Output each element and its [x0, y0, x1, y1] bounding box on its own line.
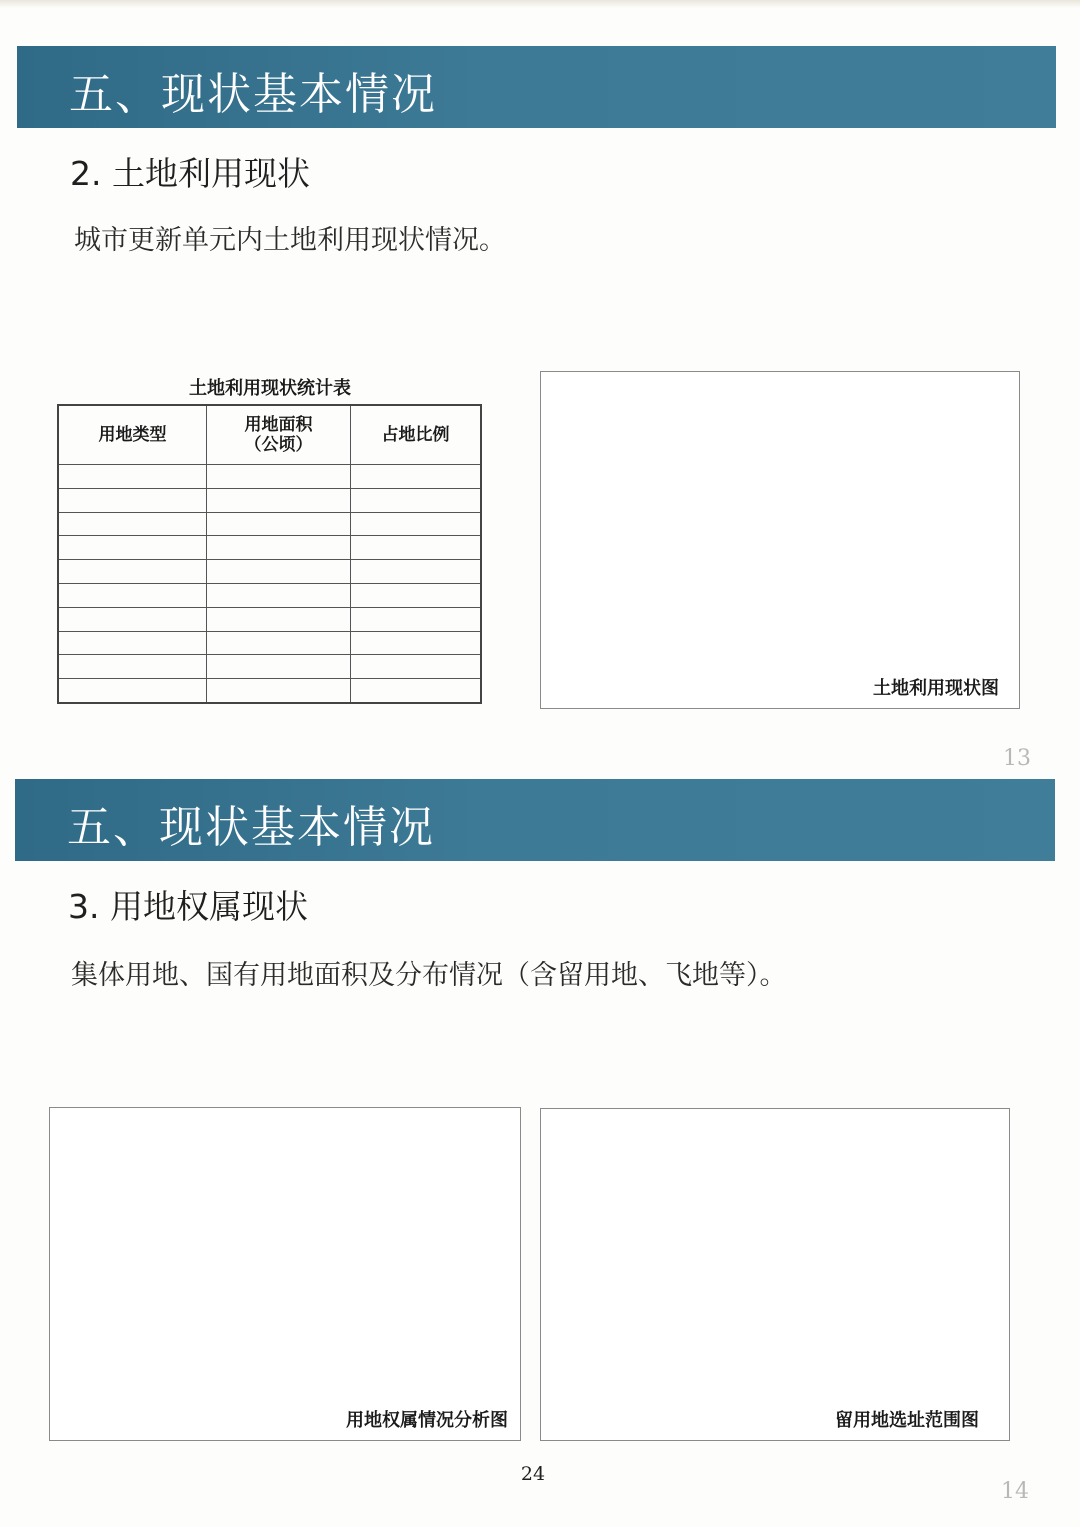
land-use-map-frame [540, 371, 1020, 709]
header-land-type: 用地类型 [58, 405, 207, 464]
table-cell [351, 631, 482, 655]
table-cell [207, 536, 351, 560]
header-land-area [207, 405, 351, 464]
table-row [58, 679, 481, 703]
page-top-shade [0, 0, 1080, 8]
table-row [58, 536, 481, 560]
section-banner [15, 779, 1055, 861]
header-land-area-line2: （公顷） [244, 434, 313, 455]
section-description: 城市更新单元内土地利用现状情况。 [74, 225, 506, 256]
table-cell [207, 512, 351, 536]
table-cell [351, 560, 482, 584]
table-row [58, 655, 481, 679]
table-row [58, 560, 481, 584]
table-header-row [58, 405, 481, 464]
table-cell [351, 536, 482, 560]
table-cell [207, 560, 351, 584]
table-row [58, 631, 481, 655]
table-cell [58, 631, 207, 655]
table-cell [351, 512, 482, 536]
table-row [58, 464, 481, 488]
page-number: 13 [1003, 746, 1031, 771]
table-cell [207, 464, 351, 488]
table-cell [58, 655, 207, 679]
table-cell [351, 655, 482, 679]
footer-page-number: 24 [520, 1463, 546, 1485]
table-cell [351, 488, 482, 512]
banner-title: 五、现状基本情况 [69, 69, 437, 120]
table-row [58, 607, 481, 631]
table-cell [58, 679, 207, 703]
section-banner [17, 46, 1056, 128]
table-cell [58, 512, 207, 536]
table-cell [351, 464, 482, 488]
table-cell [58, 464, 207, 488]
reserved-land-site-map-label: 留用地选址范围图 [835, 1410, 979, 1431]
table-cell [58, 488, 207, 512]
banner-title: 五、现状基本情况 [67, 802, 435, 853]
page-number: 14 [1001, 1479, 1029, 1504]
header-land-area-line1: 用地面积 [244, 414, 313, 435]
table-cell [58, 607, 207, 631]
section-heading: 2. 土地利用现状 [70, 154, 310, 193]
land-use-map-label: 土地利用现状图 [873, 678, 999, 699]
ownership-analysis-map-label: 用地权属情况分析图 [346, 1410, 508, 1431]
table-cell [351, 679, 482, 703]
section-description: 集体用地、国有用地面积及分布情况（含留用地、飞地等）。 [71, 960, 787, 991]
table-row [58, 488, 481, 512]
table-row [58, 583, 481, 607]
section-heading: 3. 用地权属现状 [68, 887, 308, 926]
table-cell [207, 607, 351, 631]
ownership-analysis-map-frame [49, 1107, 521, 1441]
table-cell [207, 488, 351, 512]
table-cell [207, 655, 351, 679]
table-caption: 土地利用现状统计表 [189, 378, 351, 399]
table-cell [351, 607, 482, 631]
table-row [58, 512, 481, 536]
land-use-stats-table [57, 404, 482, 704]
table-cell [58, 536, 207, 560]
table-cell [207, 631, 351, 655]
table-cell [58, 583, 207, 607]
table-cell [58, 560, 207, 584]
reserved-land-site-map-frame [540, 1108, 1010, 1441]
table-cell [207, 679, 351, 703]
table-cell [207, 583, 351, 607]
header-land-ratio: 占地比例 [351, 405, 482, 464]
table-cell [351, 583, 482, 607]
